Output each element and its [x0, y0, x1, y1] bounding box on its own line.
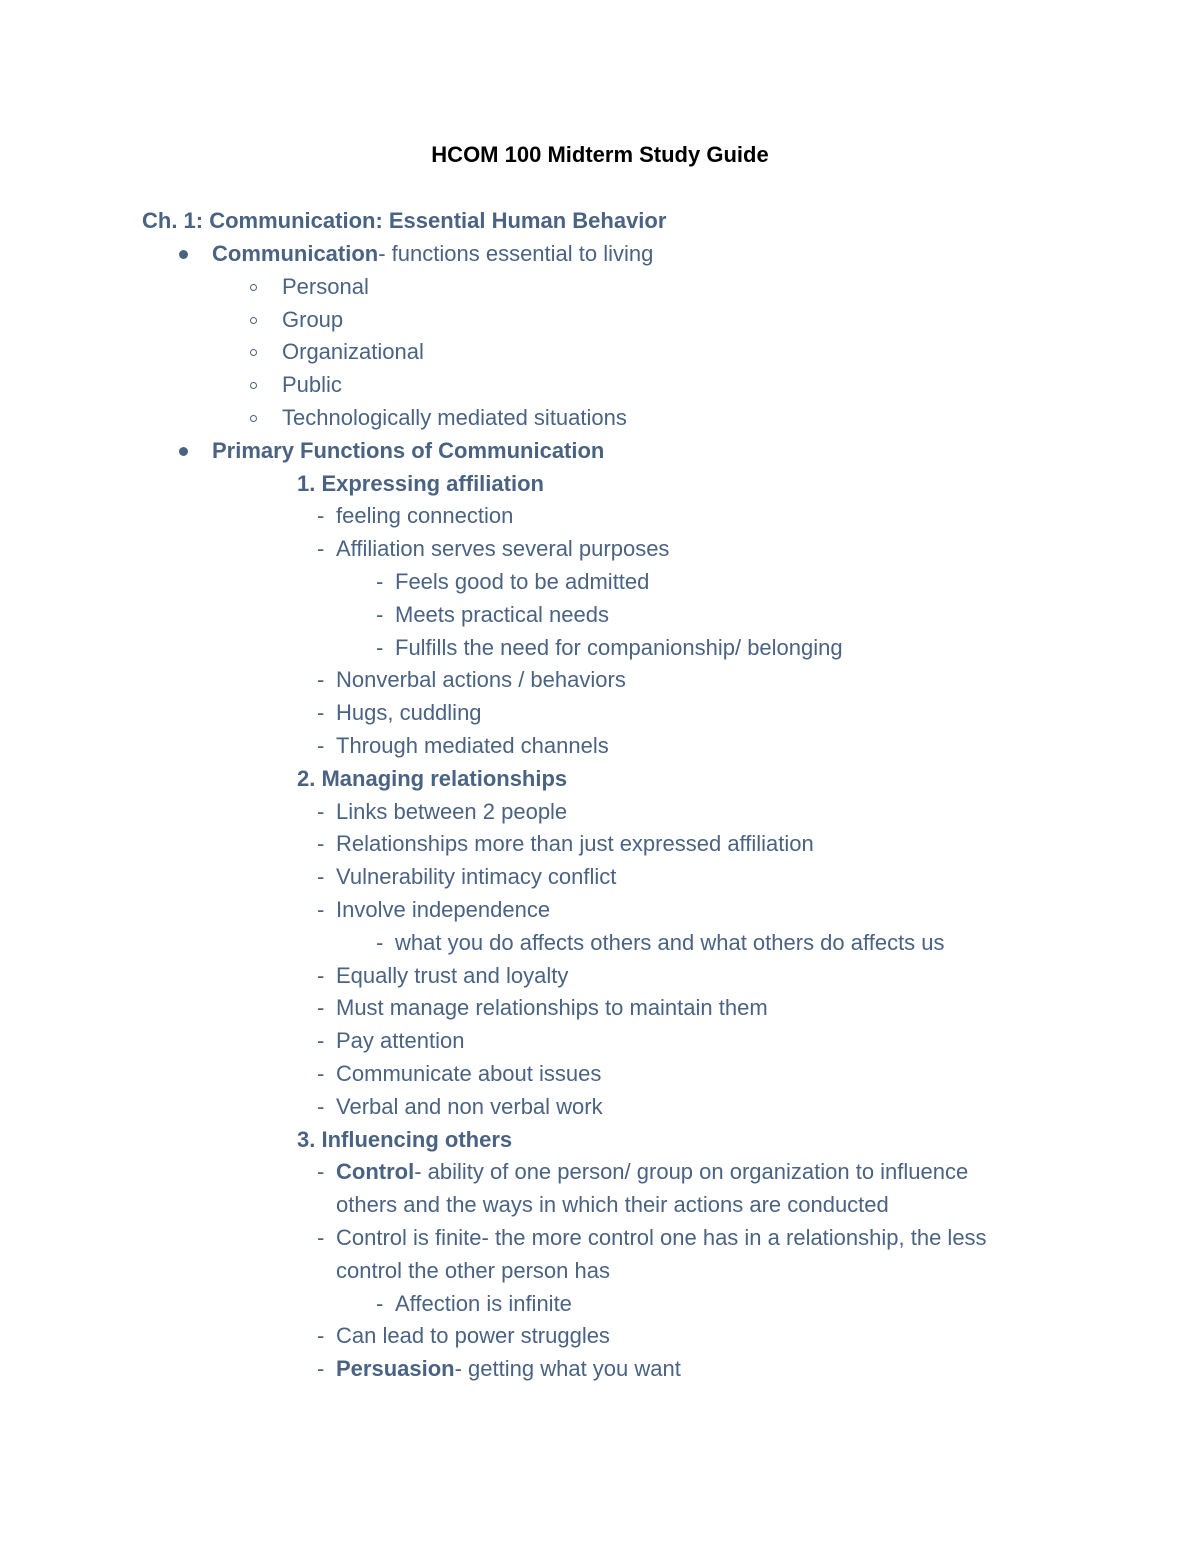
term-persuasion: Persuasion [336, 1356, 455, 1382]
dash-marker: - [317, 1356, 325, 1382]
list-item [0, 960, 1200, 993]
dash-marker: - [317, 1028, 325, 1054]
sub-item-label: Public [282, 372, 342, 398]
dash-marker: - [317, 700, 325, 726]
item-text: Must manage relationships to maintain them [336, 995, 768, 1021]
list-item [0, 992, 1200, 1025]
item-text: - getting what you want [454, 1356, 681, 1382]
dash-marker: - [376, 601, 384, 627]
dash-marker: - [376, 634, 384, 660]
dash-marker: - [317, 962, 325, 988]
list-item [0, 1091, 1200, 1124]
dash-marker: - [317, 732, 325, 758]
item-text: Equally trust and loyalty [336, 962, 569, 988]
list-item [0, 927, 1200, 960]
sub-item-label: Group [282, 306, 344, 332]
list-item [0, 500, 1200, 533]
dash-marker: - [376, 929, 384, 955]
item-text: what you do affects others and what others do affects us [395, 929, 945, 955]
dash-marker: - [317, 864, 325, 890]
chapter-heading: Ch. 1: Communication: Essential Human Behavior [142, 208, 667, 233]
term-communication: Communication [212, 241, 379, 266]
dash-marker: - [317, 667, 325, 693]
bullet-circle [250, 349, 257, 356]
list-item [0, 1320, 1200, 1353]
item-text: Nonverbal actions / behaviors [336, 667, 626, 693]
list-item [0, 1353, 1200, 1386]
list-item [0, 369, 1200, 402]
list-item [0, 632, 1200, 665]
item-text: Links between 2 people [336, 798, 568, 824]
dash-marker: - [317, 536, 325, 562]
bullet-circle [250, 415, 257, 422]
list-item [0, 271, 1200, 304]
sub-item-label: Technologically mediated situations [282, 404, 627, 430]
dash-marker: - [317, 831, 325, 857]
bullet-circle [250, 382, 257, 389]
list-item [0, 599, 1200, 632]
item-text: - ability of one person/ group on organization to influence [414, 1159, 969, 1185]
item-text: feeling connection [336, 503, 514, 529]
bullet-dot [179, 250, 188, 259]
bullet-circle [250, 317, 257, 324]
list-item [0, 1288, 1200, 1321]
item-text: Affection is infinite [395, 1290, 572, 1316]
item-text: Fulfills the need for companionship/ belonging [395, 634, 843, 660]
dash-marker: - [317, 896, 325, 922]
outline [0, 238, 1200, 1386]
item-text: Can lead to power struggles [336, 1323, 610, 1349]
list-item [0, 533, 1200, 566]
list-item [0, 664, 1200, 697]
list-item [0, 435, 1200, 468]
item-text: Affiliation serves several purposes [336, 536, 670, 562]
dash-marker: - [317, 995, 325, 1021]
section-heading: 3. Influencing others [297, 1126, 513, 1152]
list-item [0, 402, 1200, 435]
term-control: Control [336, 1159, 415, 1185]
dash-marker: - [317, 1323, 325, 1349]
list-item [0, 796, 1200, 829]
list-item [0, 238, 1200, 271]
item-text: Relationships more than just expressed affiliation [336, 831, 814, 857]
list-item [0, 1025, 1200, 1058]
dash-marker: - [317, 1060, 325, 1086]
primary-functions-label: Primary Functions of Communication [212, 437, 605, 463]
dash-marker: - [376, 1290, 384, 1316]
list-item [0, 697, 1200, 730]
bullet-dot [179, 447, 188, 456]
list-item [0, 566, 1200, 599]
item-text: Meets practical needs [395, 601, 609, 627]
item-text: Communicate about issues [336, 1060, 602, 1086]
sub-item-label: Organizational [282, 339, 424, 365]
list-item-continuation [0, 1189, 1200, 1222]
item-text: Vulnerability intimacy conflict [336, 864, 617, 890]
item-text: Pay attention [336, 1028, 465, 1054]
list-item [0, 730, 1200, 763]
dash-marker: - [317, 798, 325, 824]
document-title: HCOM 100 Midterm Study Guide [431, 142, 769, 167]
item-text: Through mediated channels [336, 732, 609, 758]
dash-marker: - [317, 1224, 325, 1250]
item-text: Verbal and non verbal work [336, 1093, 603, 1119]
section-heading: 1. Expressing affiliation [297, 470, 544, 496]
section-heading: 2. Managing relationships [297, 765, 568, 791]
item-text: Control is finite- the more control one has in a relationship, the less [336, 1224, 987, 1250]
item-text: others and the ways in which their actions are conducted [336, 1192, 889, 1218]
dash-marker: - [317, 1159, 325, 1185]
list-item-continuation [0, 1255, 1200, 1288]
list-item [0, 828, 1200, 861]
item-text: Involve independence [336, 896, 551, 922]
list-item [0, 861, 1200, 894]
list-item [0, 1156, 1200, 1189]
list-item [0, 304, 1200, 337]
bullet-circle [250, 284, 257, 291]
dash-marker: - [317, 503, 325, 529]
definition: - functions essential to living [378, 241, 654, 266]
item-text: Hugs, cuddling [336, 700, 482, 726]
list-item [0, 1222, 1200, 1255]
dash-marker: - [317, 1093, 325, 1119]
item-text: Feels good to be admitted [395, 568, 650, 594]
list-item [0, 336, 1200, 369]
sub-item-label: Personal [282, 273, 369, 299]
list-item [0, 894, 1200, 927]
list-item [0, 1058, 1200, 1091]
item-text: control the other person has [336, 1257, 610, 1283]
dash-marker: - [376, 568, 384, 594]
